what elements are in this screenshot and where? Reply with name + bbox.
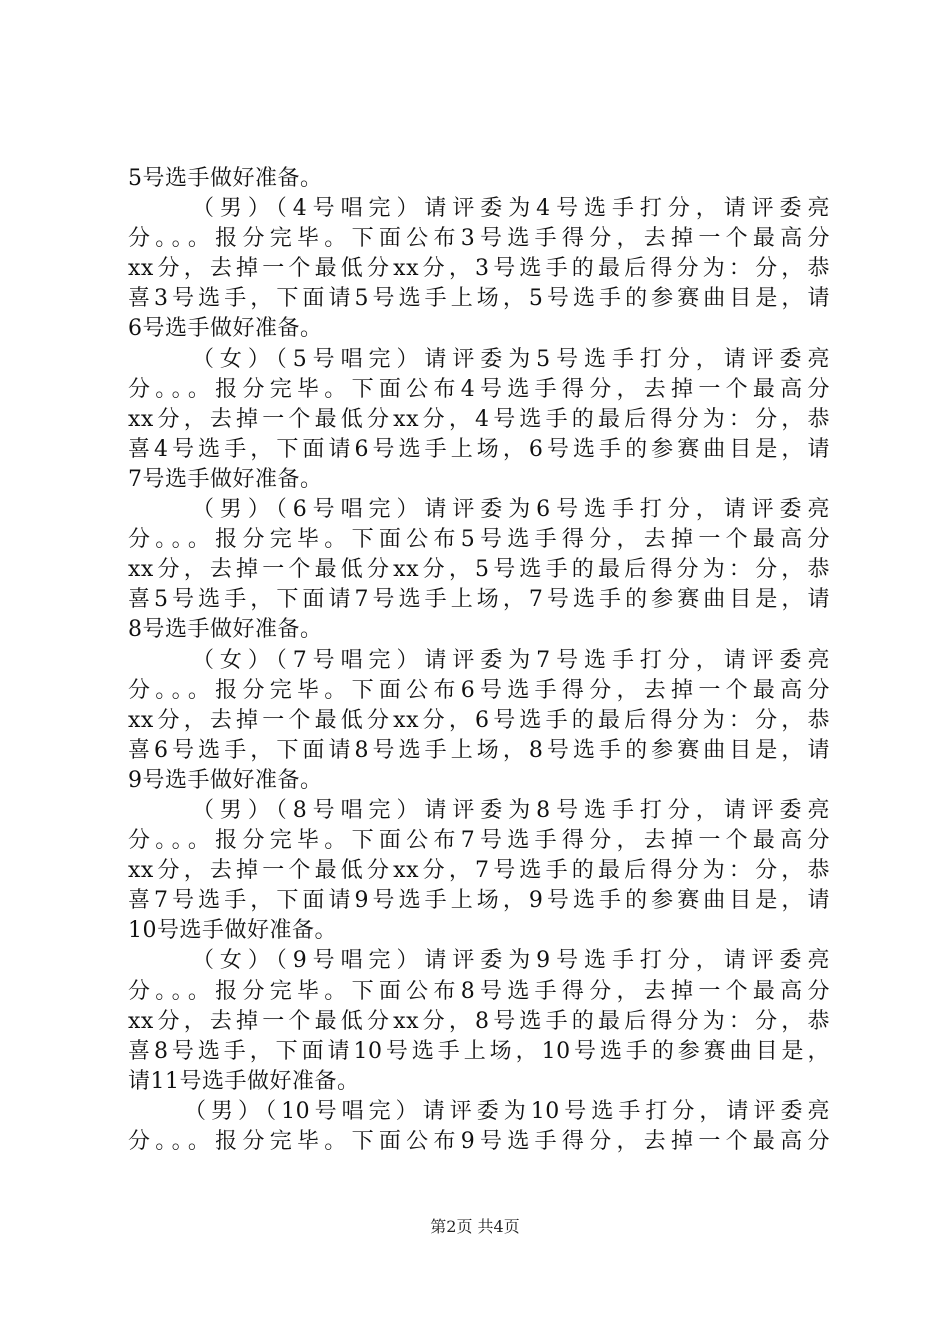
page-number-footer: 第2页 共4页	[430, 1217, 520, 1236]
text-line: 10号选手做好准备。	[128, 918, 337, 944]
text-line: （女）（9号唱完）请评委为9号选手打分，请评委亮	[192, 948, 830, 974]
text-line: 5号选手做好准备。	[128, 166, 323, 191]
text-line: 分。。。报分完毕。下面公布5号选手得分，去掉一个最高分	[128, 527, 830, 553]
text-line: 喜8号选手，下面请10号选手上场，10号选手的参赛曲目是，	[128, 1038, 830, 1064]
text-line: xx分，去掉一个最低分xx分，7号选手的最后得分为：分，恭	[128, 858, 830, 884]
text-line: xx分，去掉一个最低分xx分，8号选手的最后得分为：分，恭	[128, 1008, 830, 1034]
text-line: （男）（8号唱完）请评委为8号选手打分，请评委亮	[192, 797, 830, 823]
text-line: 分。。。报分完毕。下面公布6号选手得分，去掉一个最高分	[128, 677, 830, 703]
text-line: （男）（6号唱完）请评委为6号选手打分，请评委亮	[192, 497, 830, 523]
text-line: 喜5号选手，下面请7号选手上场，7号选手的参赛曲目是，请	[128, 587, 830, 613]
text-line: xx分，去掉一个最低分xx分，6号选手的最后得分为：分，恭	[128, 707, 830, 733]
text-line: 8号选手做好准备。	[128, 617, 323, 643]
text-line: 喜4号选手，下面请6号选手上场，6号选手的参赛曲目是，请	[128, 436, 830, 462]
text-line: 9号选手做好准备。	[128, 767, 323, 793]
text-line: xx分，去掉一个最低分xx分，5号选手的最后得分为：分，恭	[128, 557, 830, 583]
text-line: 分。。。报分完毕。下面公布9号选手得分，去掉一个最高分	[128, 1129, 830, 1154]
text-line: 6号选手做好准备。	[128, 316, 323, 342]
text-line: 请11号选手做好准备。	[128, 1068, 360, 1094]
text-line: （男）（4号唱完）请评委为4号选手打分，请评委亮	[192, 196, 830, 222]
text-line: 分。。。报分完毕。下面公布8号选手得分，去掉一个最高分	[128, 978, 830, 1004]
text-line: xx分，去掉一个最低分xx分，4号选手的最后得分为：分，恭	[128, 406, 830, 432]
text-line: 分。。。报分完毕。下面公布7号选手得分，去掉一个最高分	[128, 828, 830, 854]
text-line: （女）（5号唱完）请评委为5号选手打分，请评委亮	[192, 346, 830, 372]
text-line: （男）（10号唱完）请评委为10号选手打分，请评委亮	[184, 1098, 830, 1124]
text-line: 喜7号选手，下面请9号选手上场，9号选手的参赛曲目是，请	[128, 888, 830, 914]
document-body	[128, 164, 830, 1157]
text-line: 7号选手做好准备。	[128, 466, 323, 492]
text-line: 分。。。报分完毕。下面公布4号选手得分，去掉一个最高分	[128, 376, 830, 402]
text-line: 喜3号选手，下面请5号选手上场，5号选手的参赛曲目是，请	[128, 286, 830, 312]
text-line: （女）（7号唱完）请评委为7号选手打分，请评委亮	[192, 647, 830, 673]
text-line: 喜6号选手，下面请8号选手上场，8号选手的参赛曲目是，请	[128, 737, 830, 763]
text-line: 分。。。报分完毕。下面公布3号选手得分，去掉一个最高分	[128, 226, 830, 252]
text-line: xx分，去掉一个最低分xx分，3号选手的最后得分为：分，恭	[128, 256, 830, 282]
